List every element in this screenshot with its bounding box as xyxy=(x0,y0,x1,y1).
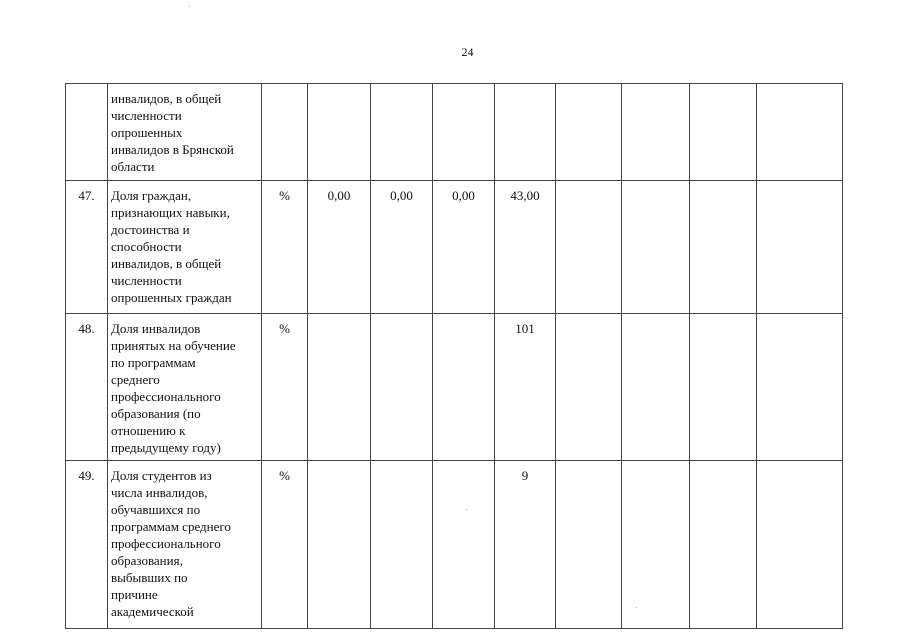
table-row xyxy=(66,84,843,181)
unit-cell: % xyxy=(262,314,308,461)
description-line: профессионального xyxy=(111,536,221,551)
value-cell: 0,00 xyxy=(308,181,371,314)
value-cell xyxy=(308,84,371,181)
scan-speck xyxy=(466,509,467,510)
value-cell xyxy=(690,181,757,314)
value-cell xyxy=(690,461,757,629)
description-line: инвалидов в Брянской xyxy=(111,142,234,157)
description-line: способности xyxy=(111,239,182,254)
description-line: программам среднего xyxy=(111,519,231,534)
value-cell xyxy=(690,84,757,181)
value-cell xyxy=(622,314,690,461)
value-cell xyxy=(308,314,371,461)
description-line: академической xyxy=(111,604,194,619)
row-number: 47. xyxy=(66,181,108,314)
value-cell xyxy=(622,181,690,314)
indicator-description xyxy=(108,314,262,461)
description-line: области xyxy=(111,159,155,174)
description-line: образования (по xyxy=(111,406,201,421)
value-cell xyxy=(757,461,843,629)
description-line: опрошенных граждан xyxy=(111,290,232,305)
unit-cell xyxy=(262,84,308,181)
description-line: признающих навыки, xyxy=(111,205,230,220)
row-number: 48. xyxy=(66,314,108,461)
description-line: числа инвалидов, xyxy=(111,485,208,500)
value-cell xyxy=(556,181,622,314)
value-cell xyxy=(757,314,843,461)
value-cell xyxy=(433,314,495,461)
description-line: инвалидов, в общей xyxy=(111,91,222,106)
value-cell xyxy=(622,84,690,181)
value-cell xyxy=(371,84,433,181)
description-line: инвалидов, в общей xyxy=(111,256,222,271)
indicators-table xyxy=(65,83,843,629)
description-line: предыдущему году) xyxy=(111,440,221,455)
description-line: по программам xyxy=(111,355,196,370)
description-line: среднего xyxy=(111,372,160,387)
table-row xyxy=(66,314,843,461)
indicator-description xyxy=(108,84,262,181)
value-cell xyxy=(556,461,622,629)
value-cell xyxy=(371,314,433,461)
value-cell xyxy=(556,84,622,181)
value-cell xyxy=(433,84,495,181)
value-cell xyxy=(495,84,556,181)
description-line: Доля студентов из xyxy=(111,468,212,483)
value-cell xyxy=(433,461,495,629)
value-cell: 101 xyxy=(495,314,556,461)
row-number: 49. xyxy=(66,461,108,629)
scan-speck xyxy=(636,607,637,608)
description-line: выбывших по xyxy=(111,570,188,585)
value-cell: 0,00 xyxy=(433,181,495,314)
description-line: обучавшихся по xyxy=(111,502,201,517)
scan-speck xyxy=(189,6,190,7)
indicator-description xyxy=(108,181,262,314)
value-cell: 43,00 xyxy=(495,181,556,314)
description-line: Доля граждан, xyxy=(111,188,192,203)
unit-cell: % xyxy=(262,461,308,629)
table-row xyxy=(66,461,843,629)
value-cell: 0,00 xyxy=(371,181,433,314)
description-line: отношению к xyxy=(111,423,186,438)
description-line: Доля инвалидов xyxy=(111,321,201,336)
unit-cell: % xyxy=(262,181,308,314)
description-line: профессионального xyxy=(111,389,221,404)
description-line: опрошенных xyxy=(111,125,183,140)
value-cell xyxy=(757,84,843,181)
indicator-description xyxy=(108,461,262,629)
value-cell xyxy=(308,461,371,629)
value-cell xyxy=(690,314,757,461)
description-line: достоинства и xyxy=(111,222,190,237)
value-cell xyxy=(371,461,433,629)
table-row xyxy=(66,181,843,314)
value-cell xyxy=(556,314,622,461)
description-line: причине xyxy=(111,587,158,602)
value-cell xyxy=(757,181,843,314)
description-line: численности xyxy=(111,273,182,288)
value-cell xyxy=(622,461,690,629)
page-number: 24 xyxy=(461,45,474,59)
description-line: численности xyxy=(111,108,182,123)
value-cell: 9 xyxy=(495,461,556,629)
description-line: принятых на обучение xyxy=(111,338,236,353)
description-line: образования, xyxy=(111,553,183,568)
row-number xyxy=(66,84,108,181)
